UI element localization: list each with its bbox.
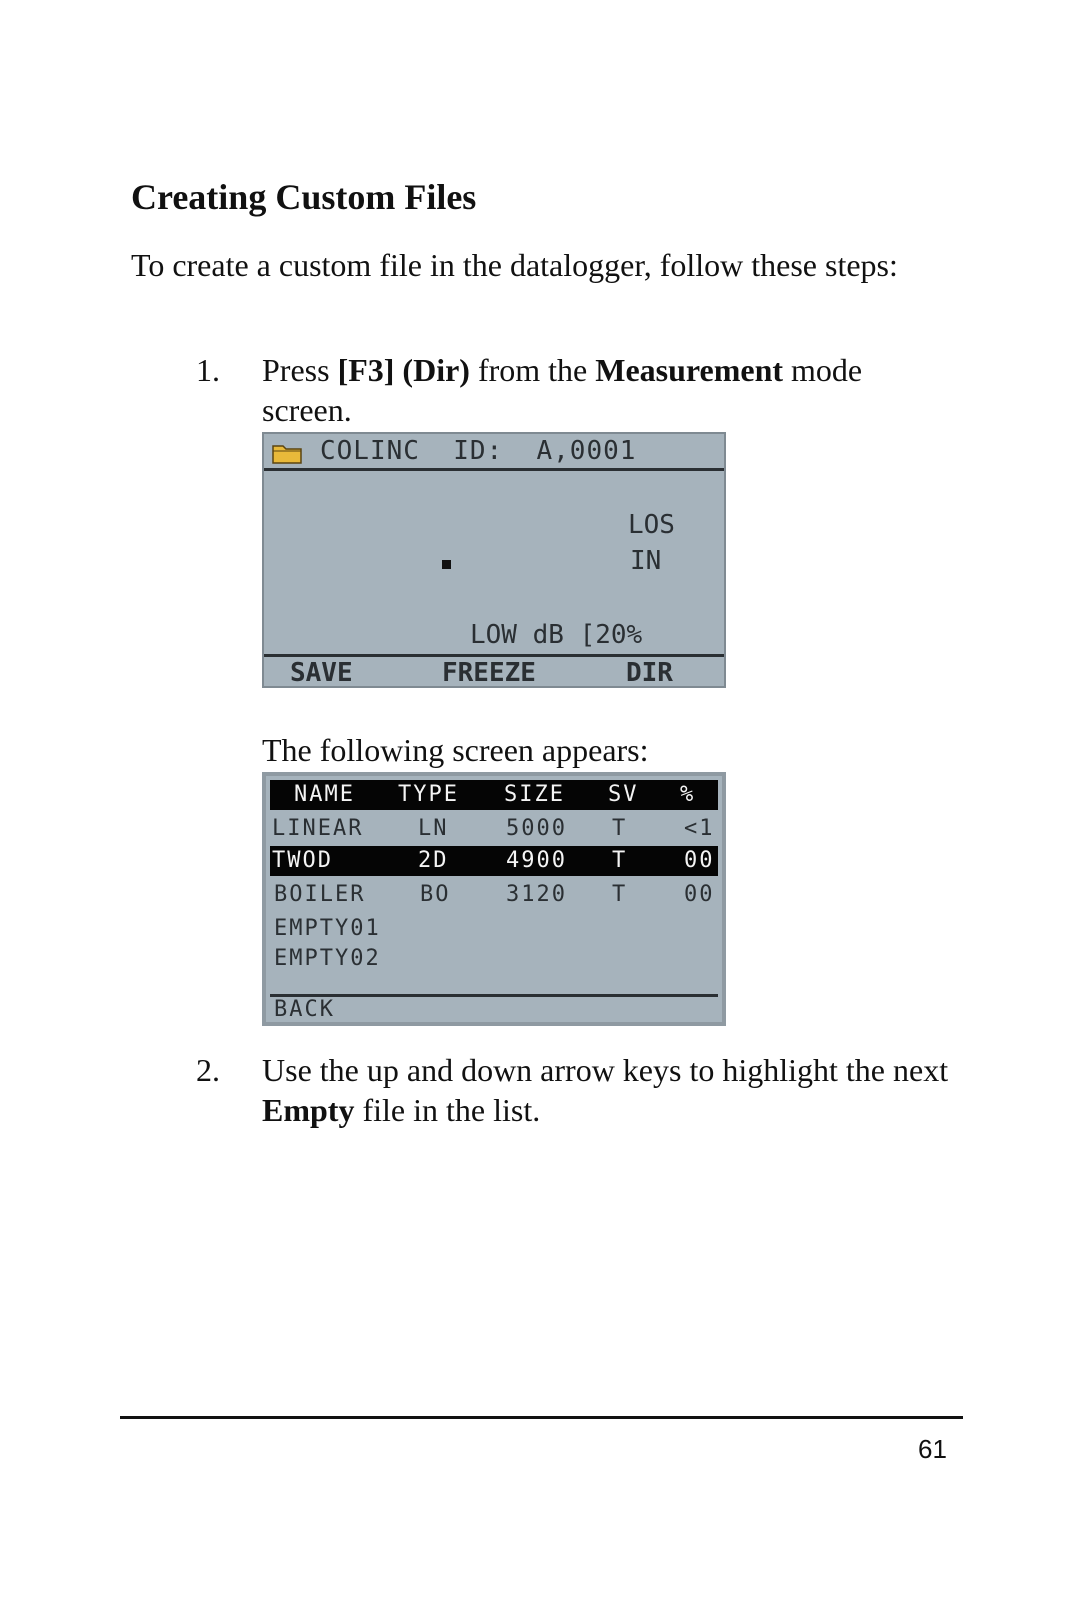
screen-title-bar (264, 434, 724, 471)
footer-rule (120, 1416, 963, 1419)
step-text (262, 350, 952, 430)
file-percent: <1 (684, 816, 715, 841)
file-name: EMPTY01 (274, 916, 381, 941)
col-header-size: SIZE (504, 782, 565, 807)
file-sv: T (612, 882, 628, 907)
measurement-screen-image (262, 432, 726, 688)
file-size: 3120 (506, 882, 567, 907)
screen-title: COLINC ID: A,0001 (320, 436, 637, 466)
file-type: BO (420, 882, 451, 907)
file-sv: T (612, 816, 628, 841)
section-heading: Creating Custom Files (131, 177, 477, 217)
step-text-part: Empty (262, 1092, 355, 1128)
screen-caption: The following screen appears: (262, 732, 649, 768)
file-type: LN (418, 816, 449, 841)
step-text-part: Press (262, 352, 338, 388)
step-text-part: mode screen. (262, 352, 863, 428)
file-sv: T (612, 848, 628, 873)
file-row (270, 880, 718, 910)
step-text-part: Measurement (595, 352, 784, 388)
file-size: 5000 (506, 816, 567, 841)
col-header-name: NAME (294, 782, 355, 807)
col-header-sv: SV (608, 782, 639, 807)
reading-dot (442, 560, 451, 569)
freeze-key-label: FREEZE (442, 658, 536, 688)
directory-header-row (270, 780, 718, 810)
back-key-bar (270, 994, 718, 1027)
step-text-part: file in the list. (354, 1092, 541, 1128)
back-key-label: BACK (274, 997, 335, 1022)
col-header-percent: % (680, 782, 696, 807)
col-header-type: TYPE (398, 782, 459, 807)
intro-paragraph: To create a custom file in the datalogger, follow these steps: (131, 247, 898, 283)
step-text (262, 1050, 952, 1130)
directory-screen-image (262, 772, 726, 1026)
units-indicator: IN (630, 546, 662, 576)
step-number: 1. (196, 352, 220, 388)
los-indicator: LOS (628, 510, 675, 540)
save-key-label: SAVE (290, 658, 353, 688)
file-size: 4900 (506, 848, 567, 873)
file-row (270, 814, 718, 844)
file-name: BOILER (274, 882, 366, 907)
file-type: 2D (418, 848, 449, 873)
file-row-selected (270, 846, 718, 876)
page-number: 61 (918, 1434, 947, 1464)
file-row (270, 944, 718, 974)
file-name: LINEAR (272, 816, 364, 841)
file-row (270, 914, 718, 944)
file-percent: 00 (684, 848, 715, 873)
dir-key-label: DIR (626, 658, 673, 688)
file-name: TWOD (272, 848, 333, 873)
step-text-part: Use the up and down arrow keys to highlight the next (262, 1052, 949, 1088)
function-key-bar (264, 654, 724, 691)
step-text-part: from the (469, 352, 596, 388)
file-percent: 00 (684, 882, 715, 907)
folder-icon (272, 442, 302, 464)
gain-status: LOW dB [20% (470, 620, 643, 650)
file-name: EMPTY02 (274, 946, 381, 971)
step-text-part: [F3] (Dir) (337, 352, 470, 388)
step-number: 2. (196, 1052, 220, 1088)
